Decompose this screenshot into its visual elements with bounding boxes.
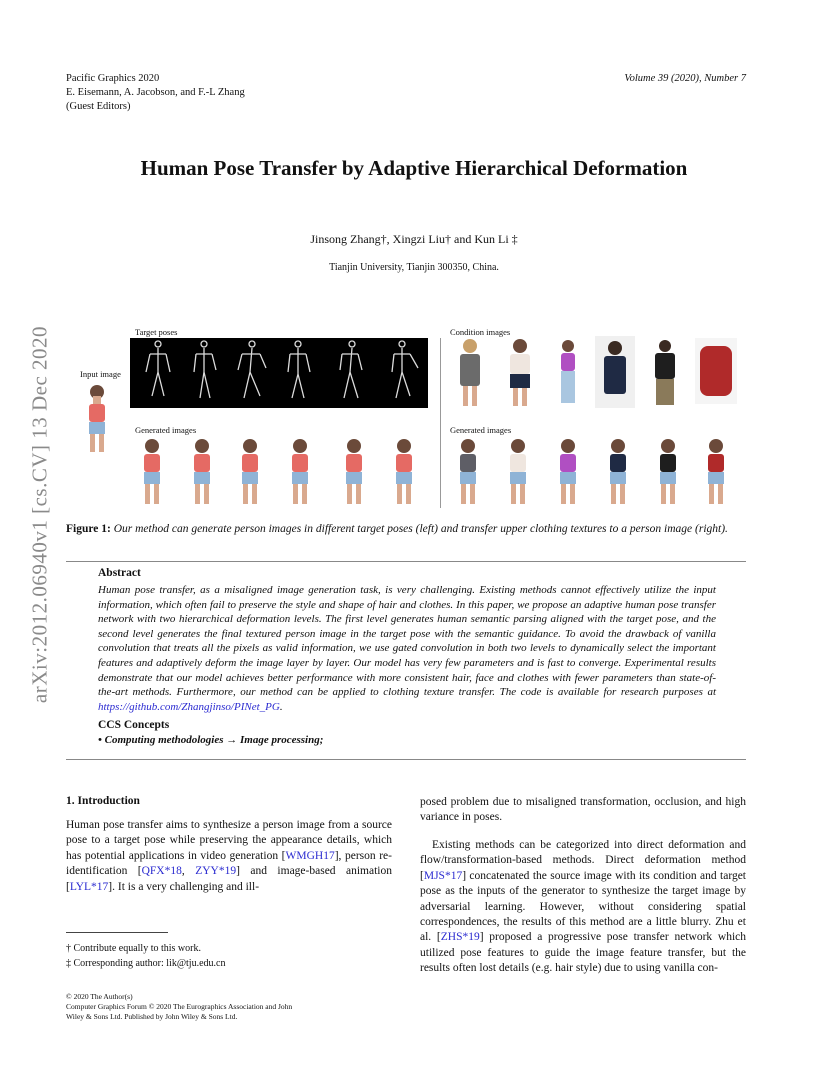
generated-left-6 (396, 439, 412, 504)
intro-right-paragraph-1: posed problem due to misaligned transformation, occlusion, and high variance in poses. (420, 796, 746, 824)
arxiv-stamp: arXiv:2012.06940v1 [cs.CV] 13 Dec 2020 (27, 325, 52, 704)
paper-title: Human Pose Transfer by Adaptive Hierarchical Deformation (140, 156, 688, 180)
caption-label: Figure 1: (66, 523, 111, 535)
copyright-line-3: Wiley & Sons Ltd. Published by John Wiley & Sons Ltd. (66, 1012, 238, 1021)
condition-image-2 (510, 339, 530, 406)
figure-caption (66, 522, 750, 537)
volume-info: Volume 39 (2020), Number 7 (624, 73, 746, 84)
intro-left-text-5: ]. It is a very challenging and ill- (108, 880, 260, 893)
intro-left-text-3: , (181, 865, 196, 878)
intro-right-paragraph-2 (420, 838, 746, 977)
citation-wmgh17[interactable]: WMGH17 (285, 849, 335, 862)
intro-left-paragraph (66, 818, 392, 895)
label-generated-left: Generated images (135, 425, 197, 435)
condition-image-3 (561, 340, 575, 403)
generated-left-1 (144, 439, 160, 504)
intro-left-text-2: ], person re-identification [ (66, 849, 392, 878)
affiliation: Tianjin University, Tianjin 300350, China. (329, 262, 499, 273)
label-input-image: Input image (80, 369, 121, 379)
figure-1 (0, 0, 828, 520)
footnote-2: ‡ Corresponding author: lik@tju.edu.cn (66, 958, 226, 969)
footnotes (66, 941, 225, 971)
abstract-text: Human pose transfer, as a misaligned image generation task, is very challenging. Existing methods cannot effectively utilize the input information, which often fail to preserve the style and shape of hair and clothes. In this paper, we propose an adaptive human pose transfer network with two hierarchical deformation levels. The first level generates human semantic parsing aligned with the target pose, and the second level generates the final textured person image in the target pose with the semantic guidance. To avoid the drawback of vanilla convolution that treats all the pixels as valid information, we use gated convolution in both two levels to dynamically select the important features and adaptively deform the image layer by layer. Our model has very few parameters and is fast to converge. Experimental results demonstrate that our model achieves better performance with more consistent hair, face and clothes with fewer parameters than state-of-the-art methods. Furthermore, our method can be applied to clothing texture transfer. The code is available for research purposes at (98, 584, 716, 699)
copyright-line-1: © 2020 The Author(s) (66, 992, 133, 1001)
copyright-line-2: Computer Graphics Forum © 2020 The Eurographics Association and John (66, 1002, 293, 1011)
code-link[interactable]: https://github.com/Zhangjinso/PINet_PG (98, 700, 280, 713)
abstract-link-end: . (279, 700, 283, 713)
footnote-1: † Contribute equally to this work. (66, 943, 201, 954)
intro-right-text-2c: ] proposed a progressive pose transfer network which utilized pose features to guide the image feature transfer, but the results often lost details (e.g. hair style) due to using vanilla con- (420, 931, 746, 975)
label-generated-right: Generated images (450, 425, 512, 435)
intro-right-text-2a: Existing methods can be categorized into direct deformation and flow/transformation-based methods. Direct deformation method [ (420, 839, 746, 882)
intro-right-text-2b: ] concatenated the source image with its condition and target pose as the inputs of the generator to synthesize the target image by adversarial learning. However, without considering spatial correspondences, the results of this method are a little blurry. Zhu et al. [ (420, 869, 746, 944)
citation-qfx18[interactable]: QFX*18 (141, 865, 182, 878)
generated-left-3 (242, 439, 258, 504)
intro-left-text-1: Human pose transfer aims to synthesize a person image from a source pose to a target pose while preserving the appearance details, which has potential applications in video generation [ (66, 819, 392, 862)
label-condition-images: Condition images (450, 327, 511, 337)
generated-right-6 (708, 439, 724, 504)
condition-image-5 (655, 340, 675, 405)
generated-right-4 (610, 439, 626, 504)
abstract-top-rule (66, 561, 746, 562)
condition-image-4 (595, 336, 635, 408)
footnote-rule (66, 932, 168, 933)
generated-right-1 (460, 439, 476, 504)
generated-right-5 (660, 439, 676, 504)
citation-mjs17[interactable]: MJS*17 (423, 869, 463, 882)
generated-right-2 (510, 439, 526, 504)
copyright-block (66, 992, 292, 1022)
generated-images-left (134, 436, 434, 508)
generated-right-3 (560, 439, 576, 504)
guest-editors: (Guest Editors) (66, 101, 131, 112)
citation-zyy19[interactable]: ZYY*19 (195, 865, 237, 878)
authors: Jinsong Zhang†, Xingzi Liu† and Kun Li ‡ (310, 232, 518, 246)
label-target-poses: Target poses (135, 327, 178, 337)
condition-image-1 (460, 339, 480, 406)
venue: Pacific Graphics 2020 (66, 73, 160, 84)
condition-images (450, 336, 750, 408)
generated-left-2 (194, 439, 210, 504)
citation-zhs19[interactable]: ZHS*19 (440, 931, 480, 944)
generated-left-4 (292, 439, 308, 504)
intro-heading: 1. Introduction (66, 795, 140, 807)
figure-separator (440, 338, 441, 508)
abstract-bottom-rule (66, 759, 746, 760)
input-image (82, 382, 112, 454)
ccs-item: • Computing methodologies → Image processing; (98, 734, 324, 746)
generated-images-right (450, 436, 750, 508)
editors: E. Eisemann, A. Jacobson, and F.-L Zhang (66, 87, 245, 98)
condition-image-6 (695, 338, 737, 404)
ccs-heading: CCS Concepts (98, 719, 170, 731)
generated-left-5 (346, 439, 362, 504)
abstract-heading: Abstract (98, 567, 141, 579)
abstract-body (98, 583, 716, 714)
target-poses-panel (130, 338, 428, 408)
caption-text: Our method can generate person images in different target poses (left) and transfer upper clothing textures to a person image (right). (113, 523, 728, 535)
citation-lyl17[interactable]: LYL*17 (69, 880, 109, 893)
intro-left-text-4: ] and image-based animation [ (66, 865, 392, 893)
